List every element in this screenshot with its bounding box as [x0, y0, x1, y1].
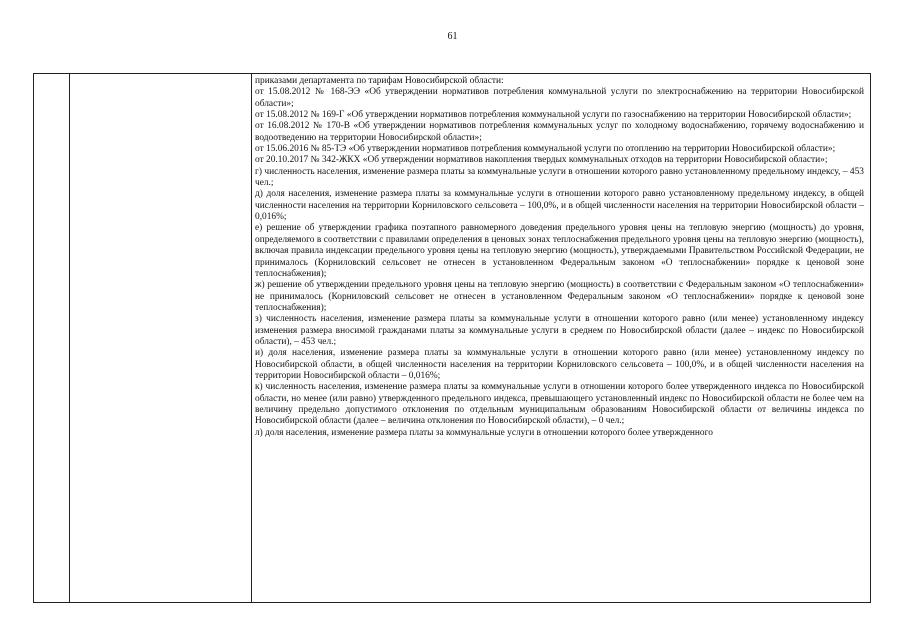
paragraph: к) численность населения, изменение размера платы за коммунальные услуги в отношении которого более утвержденного индекса по Новосибирской области, но менее (или равно) утвержденного предельного индекса, превышающего установленный индекс по Новосибирской области не более чем на величину предельно допустимого отклонения по отдельным муниципальным образованиям Новосибирской области от величины индекса по Новосибирской области (далее – величина отклонения по Новосибирской области), – 0 чел.; [255, 382, 864, 427]
paragraph: г) численность населения, изменение размера платы за коммунальные услуги в отношении которого равно установленному предельному индексу, – 453 чел.; [255, 166, 864, 189]
paragraph: от 15.08.2012 № 168-ЭЭ «Об утверждении нормативов потребления коммунальной услуги по электроснабжению на территории Новосибирской области»; [255, 87, 864, 109]
paragraph: приказами департамента по тарифам Новосибирской области: [255, 76, 504, 86]
document-table [33, 73, 871, 603]
paragraph: з) численность населения, изменение размера платы за коммунальные услуги в отношении которого равно (или менее) установленному индексу изменения размера вносимой гражданами платы за коммунальные услуги в среднем по Новосибирской области (далее – индекс по Новосибирской области), – 453 чел.; [255, 314, 864, 347]
paragraph: от 16.08.2012 № 170-В «Об утверждении нормативов потребления коммунальных услуг по холодному водоснабжению, горячему водоснабжению и водоотведению на территории Новосибирской области»; [255, 121, 864, 143]
paragraph: от 20.10.2017 № 342-ЖКХ «Об утверждении нормативов накопления твердых коммунальных отходов на территории Новосибирской области»; [255, 155, 828, 166]
paragraph: от 15.08.2012 № 169-Г «Об утверждении нормативов потребления коммунальной услуги по газоснабжению на территории Новосибирской области»; [255, 110, 852, 121]
column-divider [69, 74, 70, 602]
text-cell [255, 76, 864, 439]
paragraph: е) решение об утверждении графика поэтапного равномерного доведения предельного уровня цены на тепловую энергию (мощность) до уровня, определяемого в соответствии с правилами определения в ценовых зонах теплоснабжения предельного уровня цены на тепловую энергию (мощность), включая правила индексации предельного уровня цены на тепловую энергию (мощность), утверждаемыми Правительством Российской Федерации, не принималось (Корниловский сельсовет не отнесен в установленном Федеральным законом «О теплоснабжении» порядке к ценовой зоне теплоснабжения); [255, 223, 864, 279]
paragraph: л) доля населения, изменение размера платы за коммунальные услуги в отношении которого более утвержденного [255, 427, 713, 438]
paragraph: д) доля населения, изменение размера платы за коммунальные услуги в отношении которого равно установленному предельному индексу, в общей численности населения на территории Корниловского сельсовета – 100,0%, и в общей численности населения на территории Новосибирской области – 0,016%; [255, 189, 864, 223]
column-divider [251, 74, 252, 602]
page-number: 61 [447, 31, 458, 42]
paragraph: ж) решение об утверждении предельного уровня цены на тепловую энергию (мощность) в соответствии с Федеральным законом «О теплоснабжении» не принималось (Корниловский сельсовет не отнесен в установленном Федеральным законом «О теплоснабжении» порядке к ценовой зоне теплоснабжения); [255, 280, 864, 313]
paragraph: и) доля населения, изменение размера платы за коммунальные услуги в отношении которого равно (или менее) установленному индексу по Новосибирской области, в общей численности населения на территории Корниловского сельсовета – 100,0%, и в общей численности населения на территории Новосибирской области – 0,016%; [255, 348, 864, 381]
paragraph: от 15.06.2016 № 85-ТЭ «Об утверждении нормативов потребления коммунальной услуги по отоплению на территории Новосибирской области»; [255, 144, 836, 155]
